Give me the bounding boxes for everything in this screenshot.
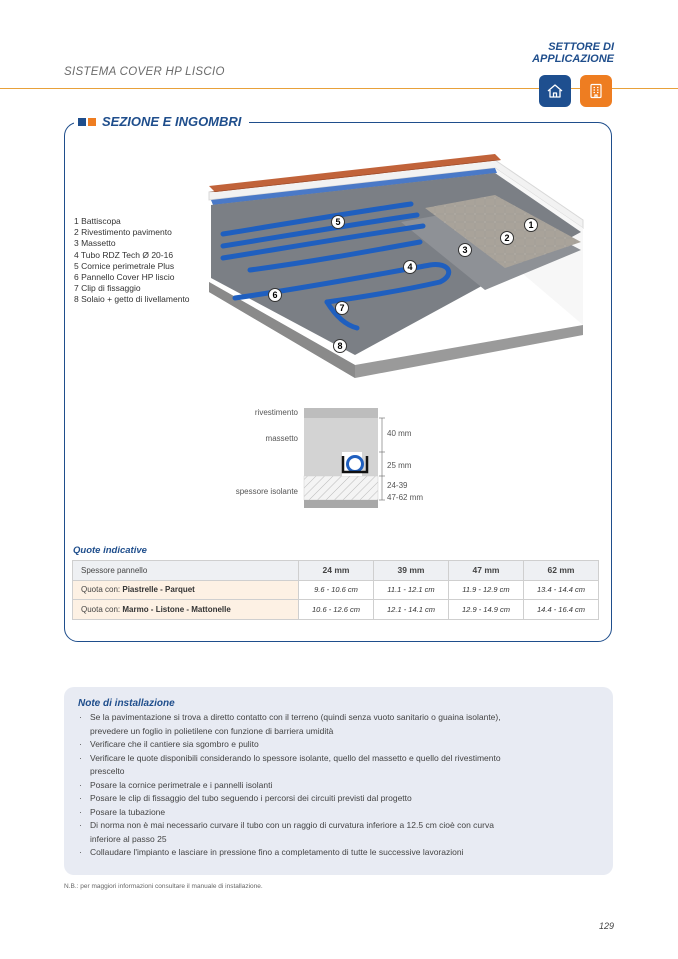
quote-table-title: Quote indicative [73, 545, 147, 556]
table-cell: 14.4 - 16.4 cm [524, 600, 599, 620]
note-item: · Verificare che il cantiere sia sgombro e pulito [78, 738, 599, 752]
section-heading [74, 114, 249, 129]
table-cell: 9.6 - 10.6 cm [299, 580, 374, 600]
marker-label: 6 [272, 290, 278, 300]
blue-square-icon [78, 118, 86, 126]
quote-table [72, 560, 599, 620]
note-item-continuation: prescelto [90, 766, 125, 776]
massetto-label: massetto [265, 434, 298, 443]
header-label-cell: Spessore pannello [73, 561, 299, 581]
page-number: 129 [598, 921, 614, 931]
note-item: · Posare le clip di fissaggio del tubo seguendo i percorsi dei circuiti previsti dal progetto [78, 792, 599, 806]
section-title: SEZIONE E INGOMBRI [102, 114, 242, 129]
orange-square-icon [88, 118, 96, 126]
installation-notes-panel [64, 687, 613, 875]
table-header-row [73, 561, 599, 581]
legend-item: 8 Solaio + getto di livellamento [74, 294, 190, 305]
note-item: · Posare la cornice perimetrale e i pannelli isolanti [78, 779, 599, 793]
component-legend [74, 216, 190, 306]
row-label-cell [73, 600, 299, 620]
cross-section-diagram [220, 402, 460, 514]
header-col-62: 62 mm [524, 561, 599, 581]
note-item: · Di norma non è mai necessario curvare il tubo con un raggio di curvatura inferiore a 12.5 cm cioè con curva [78, 819, 599, 833]
row-material: Marmo - Listone - Mattonelle [122, 604, 231, 614]
home-icon [539, 75, 571, 107]
row-prefix: Quota con: [81, 585, 123, 595]
application-sector-heading [532, 41, 614, 65]
row-prefix: Quota con: [81, 604, 123, 614]
note-item-continuation: inferiore al passo 25 [90, 833, 167, 844]
table-row [73, 580, 599, 600]
marker-label: 7 [339, 303, 345, 313]
note-item: · Se la pavimentazione si trova a diretto contatto con il terreno (quindi senza vuoto sanitario o guaina isolante), [78, 711, 599, 725]
settore-line-1: SETTORE DI [548, 41, 614, 53]
legend-item: 5 Cornice perimetrale Plus [74, 260, 175, 271]
footnote: N.B.: per maggiori informazioni consultare il manuale di installazione. [64, 883, 263, 890]
marker-label: 5 [335, 217, 341, 227]
dim-24-39: 24-39 [387, 481, 408, 490]
legend-item: 7 Clip di fissaggio [74, 283, 141, 294]
note-item: · Verificare le quote disponibili considerando lo spessore isolante, quello del massetto e quello del rivestimento [78, 752, 599, 766]
note-item: · Collaudare l'impianto e lasciare in pressione fino a completamento di tutte le successive lavorazioni [78, 846, 599, 860]
table-cell: 12.1 - 14.1 cm [374, 600, 449, 620]
dim-47-62mm: 47-62 mm [387, 493, 424, 502]
note-item-continuation: prevedere un foglio in polietilene con funzione di barriera umidità [90, 725, 334, 736]
legend-item: 4 Tubo RDZ Tech Ø 20-16 [74, 249, 174, 260]
table-cell: 11.9 - 12.9 cm [449, 580, 524, 600]
legend-item: 2 Rivestimento pavimento [74, 227, 172, 238]
marker-label: 4 [407, 262, 413, 272]
table-cell: 13.4 - 14.4 cm [524, 580, 599, 600]
dim-25mm: 25 mm [387, 461, 412, 470]
table-row [73, 600, 599, 620]
table-cell: 11.1 - 12.1 cm [374, 580, 449, 600]
header-col-47: 47 mm [449, 561, 524, 581]
row-label-cell [73, 580, 299, 600]
legend-item: 3 Massetto [74, 238, 116, 249]
document-section-title: SISTEMA COVER HP LISCIO [64, 66, 225, 78]
notes-title: Note di installazione [78, 698, 175, 709]
note-item: · Posare la tubazione [78, 806, 599, 820]
legend-item: 6 Pannello Cover HP liscio [74, 272, 175, 283]
notes-list [78, 711, 599, 860]
office-building-icon [580, 75, 612, 107]
isolante-label: spessore isolante [235, 487, 298, 496]
header-col-24: 24 mm [299, 561, 374, 581]
floor-system-3d-illustration [205, 150, 600, 382]
header-col-39: 39 mm [374, 561, 449, 581]
settore-line-2: APPLICAZIONE [532, 53, 614, 65]
marker-label: 2 [504, 233, 510, 243]
rivestimento-label: rivestimento [254, 408, 298, 417]
marker-label: 8 [337, 341, 343, 351]
table-cell: 10.6 - 12.6 cm [299, 600, 374, 620]
legend-item: 1 Battiscopa [74, 216, 121, 226]
marker-label: 1 [528, 220, 534, 230]
marker-label: 3 [462, 245, 468, 255]
row-material: Piastrelle - Parquet [122, 585, 195, 595]
dim-40mm: 40 mm [387, 429, 412, 438]
table-cell: 12.9 - 14.9 cm [449, 600, 524, 620]
header-divider [0, 88, 678, 89]
